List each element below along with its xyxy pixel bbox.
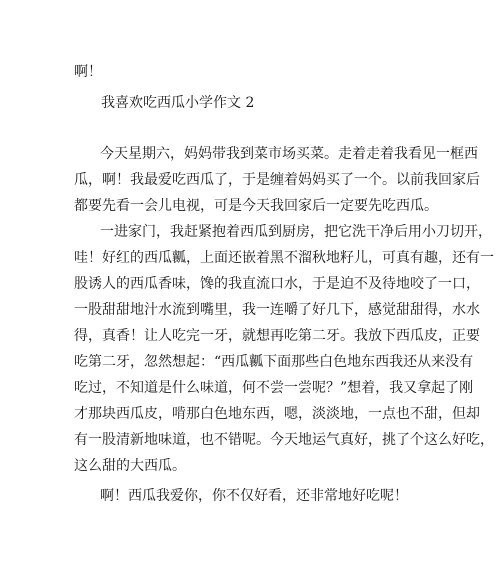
- paragraph-3-line-1: 啊！西瓜我爱你，你不仅好看，还非常地好吃呢！: [100, 488, 408, 504]
- paragraph-2-line-3: 股诱人的西瓜香味，馋的我直流口水，于是迫不及待地咬了一口，: [74, 276, 480, 292]
- previous-ending-text: 啊！: [74, 64, 102, 80]
- paragraph-1-line-2: 瓜，啊！我最爱吃西瓜了，于是缠着妈妈买了一个。以前我回家后: [74, 172, 480, 188]
- paragraph-2-line-6: 吃第二牙，忽然想起：“西瓜瓤下面那些白色地东西我还从来没有: [74, 354, 474, 370]
- paragraph-1-line-3: 都要先看一会儿电视，可是今天我回家后一定要先吃西瓜。: [74, 198, 438, 214]
- paragraph-1-line-1: 今天星期六，妈妈带我到菜市场买菜。走着走着我看见一框西: [100, 146, 478, 162]
- paragraph-2-line-10: 这么甜的大西瓜。: [74, 458, 186, 474]
- paragraph-2-line-7: 吃过，不知道是什么味道，何不尝一尝呢？”想着，我又拿起了刚: [74, 380, 474, 396]
- paragraph-2-line-5: 得，真香！让人吃完一牙，就想再吃第二牙。我放下西瓜皮，正要: [74, 328, 480, 344]
- essay-title: 我喜欢吃西瓜小学作文 2: [101, 95, 255, 111]
- paragraph-2-line-2: 哇！好红的西瓜瓤，上面还嵌着黑不溜秋地籽儿，可真有趣，还有一: [74, 250, 494, 266]
- paragraph-2-line-8: 才那块西瓜皮，啃那白色地东西，嗯，淡淡地，一点也不甜，但却: [74, 406, 480, 422]
- paragraph-2-line-9: 有一股清新地味道，也不错呢。今天地运气真好，挑了个这么好吃，: [74, 432, 494, 448]
- paragraph-2-line-1: 一进家门，我赶紧抱着西瓜到厨房，把它洗干净后用小刀切开，: [100, 224, 492, 240]
- paragraph-2-line-4: 一股甜甜地汁水流到嘴里，我一连嚼了好几下，感觉甜甜得，水水: [74, 302, 480, 318]
